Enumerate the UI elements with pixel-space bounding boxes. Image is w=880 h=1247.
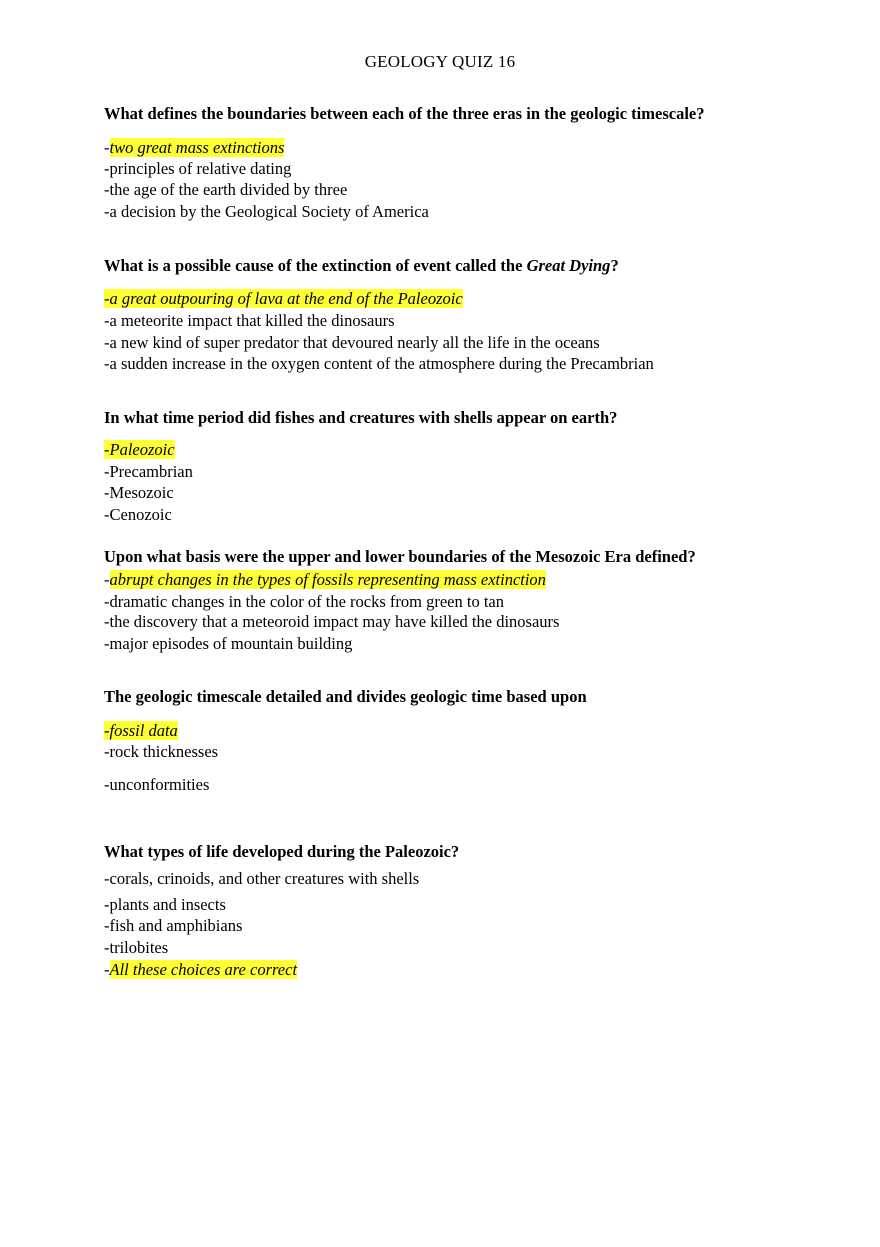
q6-option-correct [104, 960, 297, 980]
q4-option-2: -dramatic changes in the color of the rocks from green to tan [104, 592, 504, 611]
q3-option-4: -Cenozoic [104, 505, 172, 524]
option-dash: - [104, 138, 110, 157]
question-4: Upon what basis were the upper and lower boundaries of the Mesozoic Era defined? [104, 547, 696, 566]
q2-option-correct [104, 289, 463, 309]
question-2-text: What is a possible cause of the extinction of event called the [104, 256, 527, 275]
question-6: What types of life developed during the Paleozoic? [104, 842, 460, 861]
question-2-emphasis: Great Dying [526, 256, 611, 275]
correct-answer-highlight: -a great outpouring of lava at the end of the Paleozoic [104, 289, 463, 308]
q5-option-correct [104, 721, 178, 741]
q2-option-4: -a sudden increase in the oxygen content of the atmosphere during the Precambrian [104, 354, 654, 373]
q6-option-3: -fish and amphibians [104, 916, 243, 935]
q3-option-2: -Precambrian [104, 462, 193, 481]
q1-option-correct [104, 138, 284, 158]
page-title: GEOLOGY QUIZ 16 [364, 52, 516, 71]
q6-option-1: -corals, crinoids, and other creatures with shells [104, 869, 420, 888]
q6-option-2: -plants and insects [104, 895, 226, 914]
q4-option-correct [104, 570, 546, 590]
correct-answer-highlight: -fossil data [104, 721, 178, 740]
correct-answer-highlight: All these choices are correct [109, 960, 298, 979]
q2-option-3: -a new kind of super predator that devoured nearly all the life in the oceans [104, 333, 600, 352]
question-2-end: ? [610, 256, 619, 275]
q5-option-3: -unconformities [104, 775, 210, 794]
q4-option-3: -the discovery that a meteoroid impact may have killed the dinosaurs [104, 612, 560, 631]
q1-option-4: -a decision by the Geological Society of America [104, 202, 429, 221]
option-dash: - [104, 960, 110, 979]
q3-option-correct [104, 440, 175, 460]
option-dash: - [104, 570, 110, 589]
question-2 [104, 256, 619, 276]
correct-answer-highlight: two great mass extinctions [109, 138, 285, 157]
q2-option-2: -a meteorite impact that killed the dinosaurs [104, 311, 395, 330]
q6-option-4: -trilobites [104, 938, 169, 957]
question-5: The geologic timescale detailed and divides geologic time based upon [104, 687, 587, 706]
q4-option-4: -major episodes of mountain building [104, 634, 353, 653]
question-3: In what time period did fishes and creatures with shells appear on earth? [104, 408, 618, 427]
correct-answer-highlight: -Paleozoic [104, 440, 175, 459]
correct-answer-highlight: abrupt changes in the types of fossils representing mass extinction [109, 570, 546, 589]
q5-option-2: -rock thicknesses [104, 742, 219, 761]
q3-option-3: -Mesozoic [104, 483, 174, 502]
q1-option-3: -the age of the earth divided by three [104, 180, 348, 199]
q1-option-2: -principles of relative dating [104, 159, 292, 178]
question-1: What defines the boundaries between each of the three eras in the geologic timescale? [104, 104, 705, 123]
